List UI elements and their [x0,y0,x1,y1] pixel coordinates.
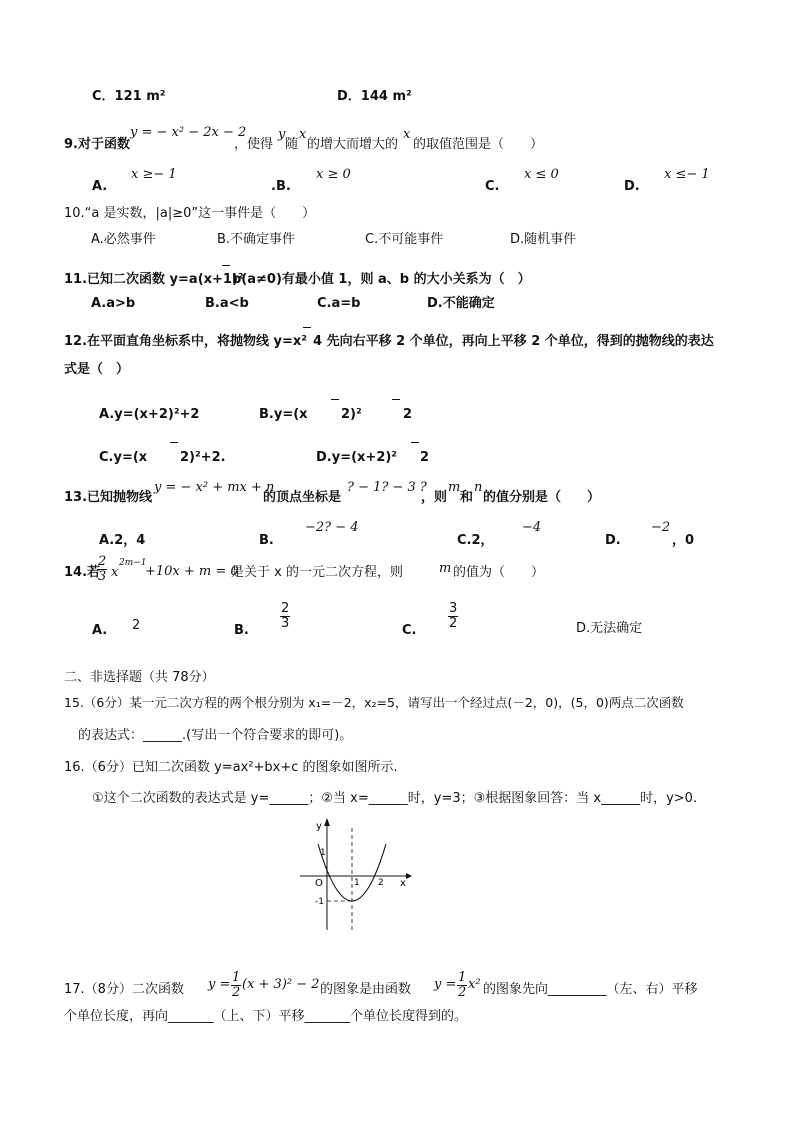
q13-mid: 的顶点坐标是 [263,490,342,505]
q13-option-c-expr: −4 [522,520,542,535]
q17-end1: 的图象先向_________（左、右）平移 [483,982,698,997]
q12-option-d-minus [411,442,419,443]
q14-frac-den: 3 [98,569,107,585]
q8-option-c: C．121 m² [92,89,166,104]
q17-eq2-rest: x² [468,977,481,992]
q17-eq2-den: 2 [458,985,467,1001]
q9-y: y [278,127,286,142]
q12-line2: 式是（ ） [64,362,130,377]
q11-option-b: B.a<b [205,296,249,311]
q13-prefix: 13.已知抛物线 [64,490,153,505]
q14-fraction [97,555,107,585]
q14-m: m [439,561,452,576]
q11-minus-bar [222,265,230,266]
q13-option-d-expr: −2 [651,520,671,535]
q9-end1: 的增大而增大的 [307,137,399,152]
q17-eq1-rest: (x + 3)² − 2 [242,977,320,992]
q14-option-c-den: 2 [449,616,458,632]
q14-mid: 是关于 x 的一元二次方程，则 [231,565,403,580]
q12-option-b-minus1 [331,399,339,400]
q17-mid: 的图象是由函数 [320,982,412,997]
q16-line1: 16.（6分）已知二次函数 y=ax²+bx+c 的图象如图所示. [64,760,398,775]
origin-label: O [315,878,323,889]
q9-x2: x [403,127,411,142]
q9-mid: ，使得 [234,137,274,152]
q11-stem-b: b(a≠0)有最小值 1，则 a、b 的大小关系为（ ） [232,272,531,287]
q8-option-d: D．144 m² [337,89,412,104]
q13-option-d-tail: ，0 [672,533,695,548]
q11-option-d: D.不能确定 [427,296,495,311]
q13-vertex: ? − 1? − 3 ? [347,480,427,495]
x-tick-2: 2 [378,878,384,888]
q14-option-c-num: 3 [449,601,458,616]
q13-option-d: D. [605,533,621,548]
q12-option-a: A.y=(x+2)²+2 [99,407,200,422]
q17-prefix: 17.（8分）二次函数 [64,982,184,997]
y-tick-1: 1 [320,848,326,858]
q12-line1b: 4 先向右平移 2 个单位，再向上平移 2 个单位，得到的抛物线的表达 [313,334,714,349]
q14-option-d: D.无法确定 [576,621,643,636]
q9-option-d-expr: x ≤− 1 [664,167,710,182]
q17-line2: 个单位长度，再向_______（上、下）平移_______个单位长度得到的。 [64,1009,468,1024]
q13-then: ，则 [421,490,448,505]
q12-option-b-1: B.y=(x [259,407,308,422]
q13-n: n [474,480,483,495]
q9-option-b-expr: x ≥ 0 [316,167,351,182]
q16-parabola-graph [296,814,416,934]
q13-and: 和 [460,490,474,505]
q12-option-d-1: D.y=(x+2)² [316,450,397,465]
q16-line2: ①这个二次函数的表达式是 y=______；②当 x=______时，y=3；③根据图象回答：当 x______时，y>0. [92,791,698,806]
y-axis-arrow [324,818,330,826]
x-axis-arrow [406,873,412,879]
q9-end2: 的取值范围是（ ） [413,137,544,152]
q14-rest: +10x + m = 0 [145,564,239,579]
q14-option-b-den: 3 [281,616,290,632]
q9-equation: y = − x² − 2x − 2 [130,125,247,140]
q12-line1a: 12.在平面直角坐标系中，将抛物线 y=x² [64,334,308,349]
q13-m: m [448,480,461,495]
q11-stem-a: 11.已知二次函数 y=a(x+1)² [64,272,244,287]
q9-option-d-letter: D. [624,179,640,194]
q12-minus-bar [303,327,311,328]
q13-option-c: C.2， [457,533,494,548]
q13-option-b: B. [259,533,274,548]
q10-option-d: D.随机事件 [510,232,577,247]
q17-eq2-num: 1 [458,970,467,985]
q14-option-b-num: 2 [281,601,290,616]
x-tick-1: 1 [354,878,360,888]
q12-option-c-1: C.y=(x [99,450,148,465]
q14-x: x [111,565,119,580]
section-2-heading: 二、非选择题（共 78分） [64,670,215,685]
q12-option-c-minus [170,442,178,443]
q9-prefix: 9.对于函数 [64,137,130,152]
q15-line1: 15.（6分）某一元二次方程的两个根分别为 x₁=－2，x₂=5，请写出一个经过点(－2，0)，(5，0)两点二次函数 [64,695,684,710]
q17-eq1-y: y = [208,977,231,992]
q9-option-c-expr: x ≤ 0 [524,167,559,182]
q14-prefix: 14.若 [64,565,101,580]
q14-option-b-frac [280,602,290,632]
x-axis-label: x [400,878,406,889]
q17-eq1-den: 2 [232,985,241,1001]
q14-option-a-val: 2 [132,618,141,633]
q14-option-c-frac [448,602,458,632]
q9-x: x [299,127,307,142]
q13-option-b-expr: −2? − 4 [305,520,359,535]
q14-option-c: C. [402,623,417,638]
q14-option-a: A. [92,623,108,638]
q10-option-b: B.不确定事件 [217,232,296,247]
q11-option-c: C.a=b [317,296,361,311]
q14-frac-num: 2 [98,554,107,569]
q9-sui: 随 [285,137,299,152]
q9-option-a-expr: x ≥− 1 [131,167,177,182]
q10-option-c: C.不可能事件 [365,232,444,247]
q17-eq1-frac [231,971,241,1001]
q12-option-b-2: 2)² [341,407,362,422]
y-tick-neg1: -1 [315,897,324,907]
q17-eq1-num: 1 [232,970,241,985]
q12-option-b-minus2 [392,399,400,400]
q9-option-c-letter: C. [485,179,500,194]
q17-eq2-frac [457,971,467,1001]
q17-eq2-y: y = [434,977,457,992]
q10-stem: 10.“a 是实数，|a|≥0”这一事件是（ ） [64,206,316,221]
q13-option-a: A.2，4 [99,533,146,548]
q13-end: 的值分别是（ ） [483,490,601,505]
q12-option-c-2: 2)²+2. [180,450,226,465]
q12-option-b-3: 2 [403,407,413,422]
q11-option-a: A.a>b [91,296,136,311]
q15-line2: 的表达式：______.(写出一个符合要求的即可)。 [78,728,353,743]
q12-option-d-2: 2 [420,450,430,465]
q9-option-b-letter: .B. [271,179,291,194]
q13-equation: y = − x² + mx + n [154,480,275,495]
y-axis-label: y [316,821,322,832]
q10-option-a: A.必然事件 [91,232,156,247]
q14-exponent: 2m−1 [119,558,147,568]
q14-end: 的值为（ ） [453,565,545,580]
q9-option-a-letter: A. [92,179,108,194]
q14-option-b: B. [234,623,249,638]
